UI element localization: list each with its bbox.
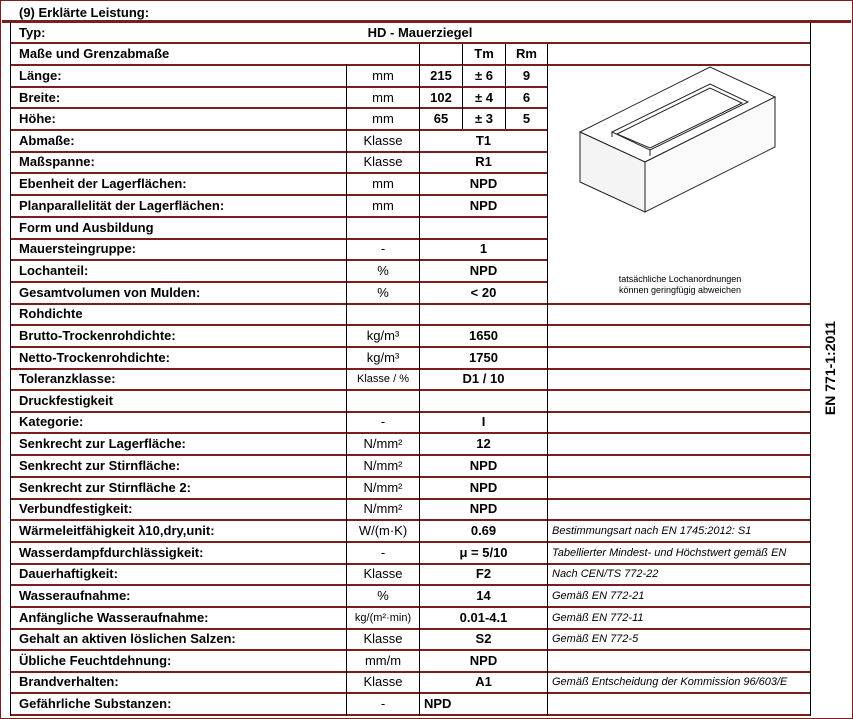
row-unit: N/mm² [363,436,403,451]
row-note [552,326,810,346]
dim-value: 102 [430,90,452,105]
row-label: Brandverhalten: [19,674,119,689]
type-value: HD - Mauerziegel [367,25,473,40]
row-value: S2 [475,631,492,646]
row-label: Senkrecht zur Stirnfläche 2: [19,480,191,495]
row-label: Lochanteil: [19,263,89,278]
row-value: 14 [476,588,491,603]
dim-tolerance: ± 3 [475,111,493,126]
row-unit: Klasse [363,631,403,646]
dim-value: 215 [430,68,452,83]
row-note [552,456,810,476]
column-divider [505,44,506,129]
row-value: 0.69 [470,523,497,538]
row-note [552,348,810,368]
row-label: Ebenheit der Lagerflächen: [19,176,187,191]
row-value: F2 [475,566,492,581]
dim-unit: mm [372,111,394,126]
row-divider [10,216,547,218]
row-divider [10,324,810,326]
row-note: Gemäß EN 772-5 [552,633,639,645]
row-value: A1 [475,674,492,689]
row-label: Wasseraufnahme: [19,588,131,603]
row-value: NPD [469,263,498,278]
row-divider [10,628,810,630]
column-divider [462,44,463,129]
row-unit [347,218,419,238]
column-divider [419,44,420,716]
brick-illustration-icon [570,62,780,222]
row-note [552,434,810,454]
row-divider [10,606,810,608]
dim-range: 6 [522,90,531,105]
row-note [552,478,810,498]
row-unit: % [377,263,389,278]
row-divider [10,563,810,565]
row-value [420,391,547,411]
row-label: Gesamtvolumen von Mulden: [19,285,201,300]
row-value: NPD [424,696,452,711]
row-divider [10,541,810,543]
row-note [552,391,810,411]
row-divider [10,42,810,44]
standard-side-label [811,22,849,714]
row-value: NPD [469,458,498,473]
row-divider [10,346,810,348]
row-divider [10,432,810,434]
row-label: Maßspanne: [19,154,95,169]
row-note [552,304,810,324]
row-unit: - [380,696,386,711]
dim-value: 65 [433,111,449,126]
row-label: Anfängliche Wasseraufnahme: [19,610,209,625]
image-caption-line: können geringfügig abweichen [618,285,742,295]
row-value: μ = 5/10 [459,545,508,560]
row-divider [10,389,810,391]
row-unit: Klasse [363,133,403,148]
row-unit: kg/(m²·min) [354,612,412,624]
row-value: NPD [469,501,498,516]
row-unit [347,391,419,411]
row-divider [10,172,547,174]
row-divider [10,714,810,716]
row-label: Kategorie: [19,414,84,429]
dim-tolerance: ± 6 [475,68,493,83]
dim-range: 5 [522,111,531,126]
image-caption [548,274,812,296]
dim-range: 9 [522,68,531,83]
row-unit: mm [372,198,394,213]
row-unit: % [377,588,389,603]
row-label: Gefährliche Substanzen: [19,696,172,711]
row-label: Dauerhaftigkeit: [19,566,118,581]
dim-tolerance: ± 4 [475,90,493,105]
row-value: NPD [469,480,498,495]
dim-unit: mm [372,90,394,105]
row-unit: N/mm² [363,480,403,495]
row-label: Mauersteingruppe: [19,241,137,256]
row-label: Toleranzklasse: [19,371,116,386]
row-divider [10,454,810,456]
row-divider [2,20,851,23]
row-value: R1 [475,154,492,169]
row-note [552,239,810,259]
row-divider [10,259,547,261]
row-divider [10,194,547,196]
row-note: Gemäß EN 772-11 [552,612,644,624]
column-divider [10,22,11,716]
row-note [552,412,810,432]
row-label: Senkrecht zur Lagerfläche: [19,436,186,451]
row-label: Netto-Trockenrohdichte: [19,350,170,365]
row-unit: - [380,241,386,256]
dim-label: Höhe: [19,111,56,126]
row-label: Senkrecht zur Stirnfläche: [19,458,181,473]
row-label: Form und Ausbildung [19,220,154,235]
row-note [552,651,810,671]
column-divider [346,64,347,716]
row-divider [10,671,810,673]
row-unit: kg/m³ [366,328,400,343]
row-value: 1750 [469,350,498,365]
section-title: (9) Erklärte Leistung: [19,5,150,20]
row-note [552,369,810,389]
standard-label-text: EN 771-1:2011 [822,320,838,416]
row-value: 1650 [469,328,498,343]
row-unit: Klasse [363,154,403,169]
row-divider [10,584,810,586]
row-divider [10,129,547,131]
row-unit: % [377,285,389,300]
row-label: Wärmeleitfähigkeit λ10,dry,unit: [19,523,215,538]
row-divider [10,519,810,521]
row-value: T1 [475,133,492,148]
row-divider [10,368,810,370]
row-unit: Klasse / % [357,373,409,385]
row-unit: N/mm² [363,458,403,473]
dim-label: Länge: [19,68,62,83]
row-note [552,694,810,714]
column-divider [810,22,811,716]
row-note: Tabellierter Mindest- und Höchstwert gemäß EN [552,547,787,559]
row-label: Übliche Feuchtdehnung: [19,653,172,668]
row-note [552,499,810,519]
row-value: NPD [469,653,498,668]
row-divider [10,498,810,500]
row-divider [10,86,547,88]
row-divider [10,476,810,478]
dims-header-rm: Rm [516,46,537,61]
row-label: Abmaße: [19,133,75,148]
row-value: 12 [476,436,491,451]
row-unit [347,304,419,324]
row-divider [10,649,810,651]
row-unit: mm/m [364,653,402,668]
row-unit: kg/m³ [366,350,400,365]
row-label: Rohdichte [19,306,83,321]
row-divider [10,238,547,240]
row-divider [10,411,810,413]
row-value: I [481,414,486,429]
row-label: Gehalt an aktiven löslichen Salzen: [19,631,236,646]
row-note: Bestimmungsart nach EN 1745:2012: S1 [552,525,752,537]
row-unit: mm [372,176,394,191]
dim-label: Breite: [19,90,61,105]
row-unit: - [380,545,386,560]
row-value: NPD [469,198,498,213]
row-divider [10,151,547,153]
row-divider [10,64,810,66]
row-value: < 20 [470,285,497,300]
row-label: Planparallelität der Lagerflächen: [19,198,225,213]
row-note: Gemäß Entscheidung der Kommission 96/603/E [552,676,788,688]
column-divider [547,44,548,716]
row-divider [10,281,547,283]
row-value [420,218,547,238]
row-value [420,304,547,324]
row-unit: Klasse [363,674,403,689]
image-caption-line: tatsächliche Lochanordnungen [618,274,742,284]
row-note: Gemäß EN 772-21 [552,590,645,602]
row-value: 1 [479,241,488,256]
row-divider [547,303,810,305]
row-divider [10,692,810,694]
row-value: NPD [469,176,498,191]
row-note: Nach CEN/TS 772-22 [552,568,659,580]
dims-header-tm: Tm [474,46,494,61]
row-unit: Klasse [363,566,403,581]
row-unit: - [380,414,386,429]
dim-unit: mm [372,68,394,83]
row-divider [10,107,547,109]
row-value: D1 / 10 [462,371,505,386]
row-label: Brutto-Trockenrohdichte: [19,328,176,343]
row-label: Druckfestigkeit [19,393,113,408]
row-label: Wasserdampfdurchlässigkeit: [19,545,204,560]
dims-header-label: Maße und Grenzabmaße [19,46,170,61]
row-label: Verbundfestigkeit: [19,501,133,516]
type-label: Typ: [19,25,46,40]
row-value: 0.01-4.1 [459,610,508,625]
row-unit: N/mm² [363,501,403,516]
row-unit: W/(m·K) [358,523,408,538]
